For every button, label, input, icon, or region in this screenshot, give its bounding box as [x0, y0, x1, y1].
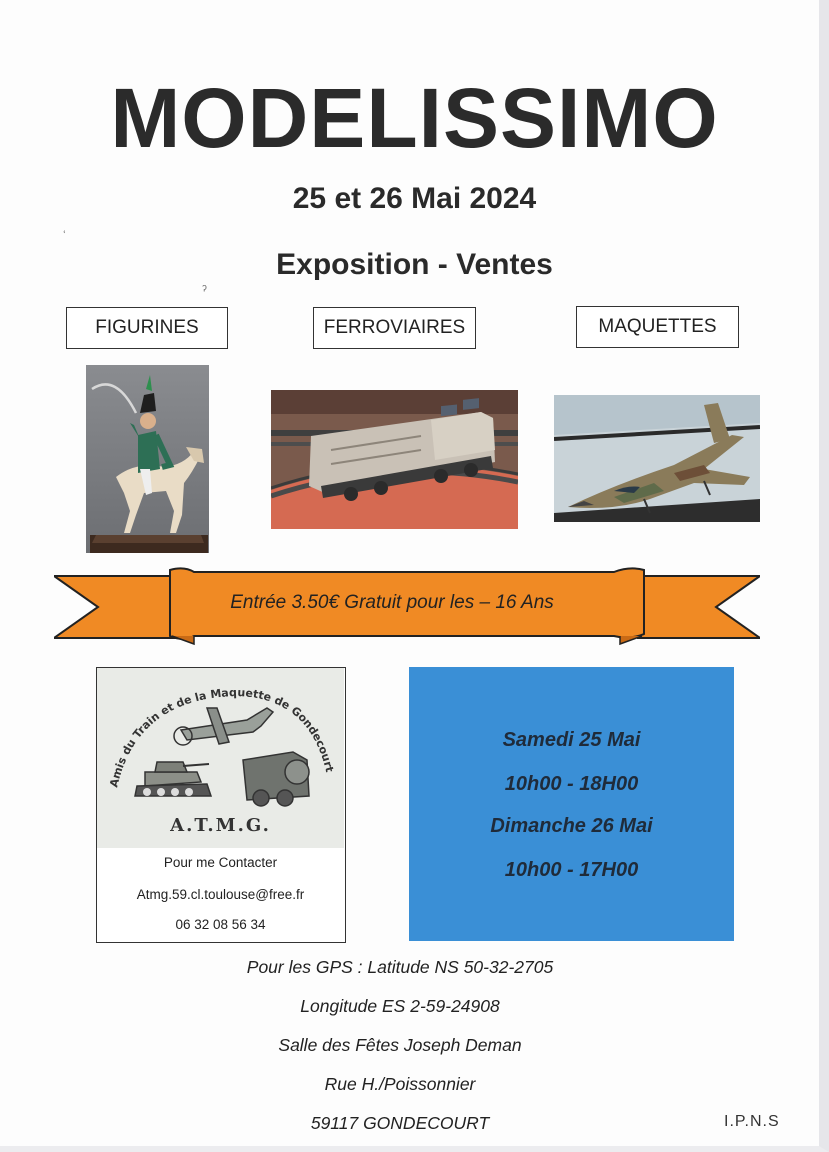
- locomotive-photo: [271, 390, 518, 529]
- day-two-label: Dimanche 26 Mai: [490, 815, 653, 837]
- gps-longitude: Longitude ES 2-59-24908: [300, 996, 500, 1016]
- gps-latitude: Pour les GPS : Latitude NS 50-32-2705: [246, 957, 554, 977]
- figurine-photo: [86, 365, 209, 553]
- jet-model-photo: [554, 395, 760, 522]
- fighter-jet-illustration: [554, 395, 760, 522]
- club-contact-card: [96, 667, 346, 943]
- opening-hours-panel: [409, 667, 734, 941]
- contact-phone[interactable]: 06 32 08 56 34: [175, 917, 266, 932]
- cavalry-figurine-illustration: [86, 365, 209, 553]
- club-acronym: A.T.M.G.: [170, 815, 271, 836]
- street-address: Rue H./Poissonnier: [324, 1074, 476, 1094]
- contact-email[interactable]: Atmg.59.cl.toulouse@free.fr: [136, 887, 305, 902]
- category-maquettes: MAQUETTES: [576, 306, 739, 348]
- category-ferroviaires: FERROVIAIRES: [313, 307, 476, 349]
- event-subtitle: Exposition - Ventes: [276, 248, 553, 281]
- venue-name: Salle des Fêtes Joseph Deman: [278, 1035, 522, 1055]
- pen-mark: ˀ: [202, 282, 207, 298]
- event-title: MODELISSIMO: [110, 71, 719, 165]
- postal-city: 59117 GONDECOURT: [310, 1113, 490, 1133]
- day-two-hours: 10h00 - 17H00: [504, 859, 639, 881]
- diesel-locomotive-illustration: [271, 390, 518, 529]
- ipns-mention: I.P.N.S: [724, 1113, 780, 1130]
- contact-heading: Pour me Contacter: [163, 855, 278, 870]
- day-one-label: Samedi 25 Mai: [502, 729, 641, 751]
- entry-price-text: Entrée 3.50€ Gratuit pour les – 16 Ans: [230, 592, 554, 613]
- day-one-hours: 10h00 - 18H00: [504, 773, 639, 795]
- category-figurines: FIGURINES: [66, 307, 228, 349]
- pen-mark: ʿ: [62, 228, 67, 244]
- logo-arc-text: Amis du Train et de la Maquette de Gondecourt: [107, 685, 337, 789]
- event-dates: 25 et 26 Mai 2024: [292, 182, 537, 215]
